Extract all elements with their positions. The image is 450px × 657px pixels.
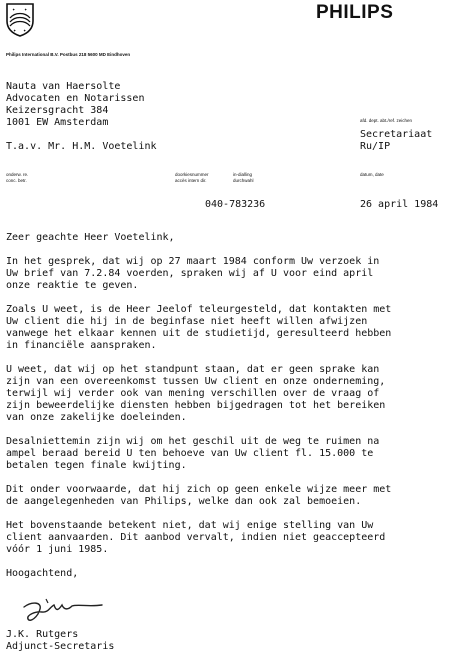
body-line: in financiële aanspraken. xyxy=(6,340,157,351)
body-line: betalen tegen finale kwijting. xyxy=(6,460,187,471)
reference-value xyxy=(360,129,432,153)
body-line: U weet, dat wij op het standpunt staan, dat er geen sprake kan xyxy=(6,364,380,375)
letter-body xyxy=(6,232,391,580)
paragraph xyxy=(6,256,391,292)
attention-line: T.a.v. Mr. H.M. Voetelink xyxy=(6,141,157,152)
paragraph xyxy=(6,520,391,556)
body-line: ampel beraad bereid U ten behoeve van Uw client fl. 15.000 te xyxy=(6,448,374,459)
paragraph xyxy=(6,436,391,472)
body-line: Dit onder voorwaarde, dat hij zich op geen enkele wijze meer met xyxy=(6,484,392,495)
organization-address-line: Philips International B.V. Postbus 218 5600 MD Eindhoven xyxy=(6,52,131,57)
body-line: Uw brief van 7.2.84 voerden, spraken wij af U voor eind april xyxy=(6,268,374,279)
dialing-label xyxy=(233,172,254,183)
addressee-line: Advocaten en Notarissen xyxy=(6,93,145,104)
reference-line: Secretariaat xyxy=(360,129,433,140)
body-line: vanwege het elkaar kennen uit de studietijd, geresulteerd hebben xyxy=(6,328,392,339)
svg-text:✦: ✦ xyxy=(13,28,17,33)
label-line: datum, date xyxy=(360,172,384,177)
body-line: Zoals U weet, is de Heer Jeelof teleurgesteld, dat kontakten met xyxy=(6,304,392,315)
brand-name: PHILIPS xyxy=(316,2,394,23)
body-line: van onze zakelijke doeleinden. xyxy=(6,412,187,423)
closing: Hoogachtend, xyxy=(6,568,79,579)
label-line: in-dialling xyxy=(233,172,253,177)
addressee-line: 1001 EW Amsterdam xyxy=(6,117,109,128)
body-line: Uw client die hij in de beginfase niet heeft willen afwijzen xyxy=(6,316,368,327)
svg-text:✦: ✦ xyxy=(23,28,27,33)
signatory-title: Adjunct-Secretaris xyxy=(6,641,115,652)
date-label xyxy=(360,172,384,178)
label-line: durchwahl xyxy=(233,177,254,183)
philips-shield-icon xyxy=(4,3,36,37)
body-line: de aangelegenheden van Philips, welke dan ook zal bemoeien. xyxy=(6,496,362,507)
addressee-line: Nauta van Haersolte xyxy=(6,81,121,92)
body-line: zijn beweerdelijke diensten hebben bijgedragen tot het bereiken xyxy=(6,400,386,411)
paragraph xyxy=(6,364,391,424)
svg-text:✦: ✦ xyxy=(24,7,28,12)
label-line: doorkiesnummer xyxy=(175,172,209,177)
body-line: vóór 1 juni 1985. xyxy=(6,544,109,555)
reference-label: afd. dept. abt./ref. zeichen xyxy=(360,118,413,123)
our-reference-label xyxy=(6,172,28,183)
reference-line: Ru/IP xyxy=(360,141,391,152)
body-line: Desalniettemin zijn wij om het geschil uit de weg te ruimen na xyxy=(6,436,380,447)
label-line: accès intern dir. xyxy=(175,177,207,183)
paragraph xyxy=(6,484,391,508)
body-line: Het bovenstaande betekent niet, dat wij enige stelling van Uw xyxy=(6,520,374,531)
letter-date: 26 april 1984 xyxy=(360,199,439,210)
addressee-block xyxy=(6,81,144,129)
label-line: conc. betr. xyxy=(6,177,27,183)
handwritten-signature xyxy=(18,593,128,627)
signatory-name: J.K. Rutgers xyxy=(6,629,79,640)
svg-text:✦: ✦ xyxy=(12,7,16,12)
label-line: onderw. re. xyxy=(6,172,29,177)
body-line: client aanvaarden. Dit aanbod vervalt, indien niet geaccepteerd xyxy=(6,532,386,543)
body-line: zijn van een overeenkomst tussen Uw client en onze onderneming, xyxy=(6,376,386,387)
phone-label xyxy=(175,172,209,183)
body-line: onze reaktie te geven. xyxy=(6,280,139,291)
addressee-line: Keizersgracht 384 xyxy=(6,105,109,116)
salutation: Zeer geachte Heer Voetelink, xyxy=(6,232,175,243)
body-line: In het gesprek, dat wij op 27 maart 1984 conform Uw verzoek in xyxy=(6,256,380,267)
signatory-block xyxy=(6,629,114,653)
phone-number: 040-783236 xyxy=(205,199,266,210)
body-line: terwijl wij verder ook van mening verschillen over de vraag of xyxy=(6,388,380,399)
paragraph xyxy=(6,304,391,352)
